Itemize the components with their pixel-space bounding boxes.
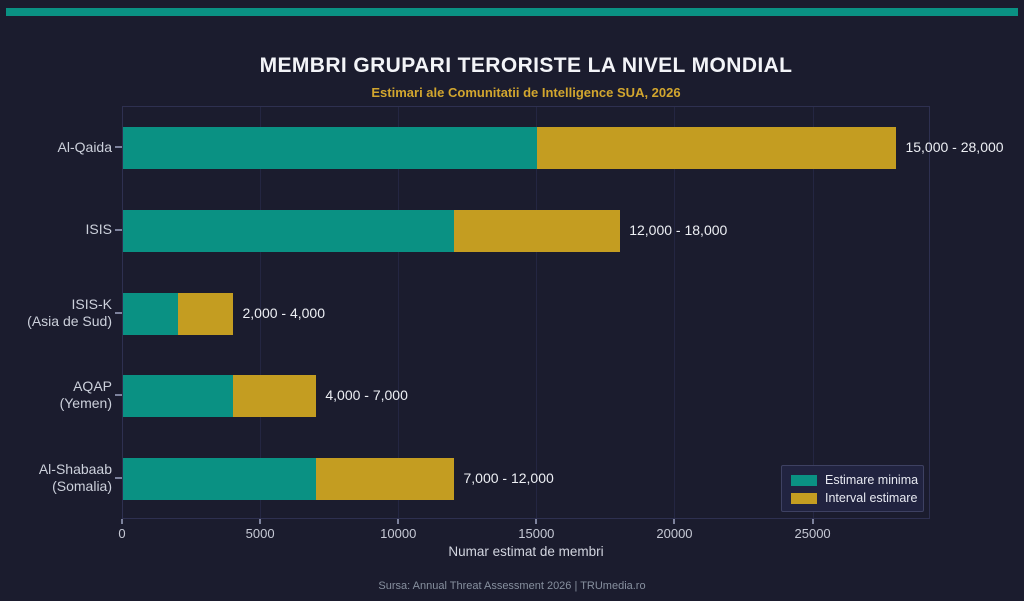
bar-segment-min [123, 210, 454, 252]
chart-title: MEMBRI GRUPARI TERORISTE LA NIVEL MONDIAL [259, 54, 793, 77]
category-label: AQAP (Yemen) [59, 378, 112, 412]
bar-segment-range [316, 458, 454, 500]
category-label: ISIS [85, 221, 112, 238]
bar-segment-range [178, 293, 233, 335]
bar-range-label: 4,000 - 7,000 [325, 387, 408, 404]
bar-segment-min [123, 458, 316, 500]
x-axis-title: Numar estimat de membri [448, 544, 604, 559]
legend-entry-min [791, 473, 919, 487]
y-tick-mark [115, 394, 122, 396]
x-tick-mark [673, 519, 675, 524]
x-tick-label: 20000 [656, 526, 693, 541]
legend [781, 465, 924, 512]
bar-range-label: 2,000 - 4,000 [242, 304, 325, 321]
x-tick-mark [121, 519, 123, 524]
bar-range-label: 7,000 - 12,000 [463, 469, 554, 486]
y-tick-mark [115, 229, 122, 231]
bar-segment-range [233, 375, 316, 417]
category-label: Al-Qaida [57, 138, 112, 155]
bar-segment-range [454, 210, 620, 252]
bar-segment-range [537, 127, 896, 169]
y-tick-mark [115, 312, 122, 314]
x-tick-mark [397, 519, 399, 524]
x-tick-label: 25000 [794, 526, 831, 541]
y-tick-mark [115, 477, 122, 479]
x-tick-mark [535, 519, 537, 524]
x-tick-label: 0 [118, 526, 126, 541]
y-tick-mark [115, 146, 122, 148]
legend-entry-range [791, 491, 918, 505]
x-tick-label: 10000 [380, 526, 417, 541]
bar-range-label: 12,000 - 18,000 [629, 221, 728, 238]
bar-segment-min [123, 375, 233, 417]
category-label: Al-Shabaab (Somalia) [38, 460, 112, 494]
x-tick-label: 15000 [518, 526, 555, 541]
bar-segment-min [123, 293, 178, 335]
legend-swatch-range-icon [791, 493, 817, 504]
legend-swatch-min-icon [791, 475, 817, 486]
category-label: ISIS-K (Asia de Sud) [27, 295, 112, 329]
source-credit: Sursa: Annual Threat Assessment 2026 | TRUmedia.ro [378, 580, 646, 592]
x-tick-mark [259, 519, 261, 524]
x-tick-mark [812, 519, 814, 524]
bar-segment-min [123, 127, 537, 169]
top-accent-bar [6, 8, 1018, 16]
chart-subtitle: Estimari ale Comunitatii de Intelligence SUA, 2026 [371, 85, 681, 100]
legend-label-min: Estimare minima [825, 473, 919, 487]
legend-label-range: Interval estimare [825, 491, 918, 505]
bar-range-label: 15,000 - 28,000 [905, 139, 1004, 156]
x-tick-label: 5000 [245, 526, 275, 541]
